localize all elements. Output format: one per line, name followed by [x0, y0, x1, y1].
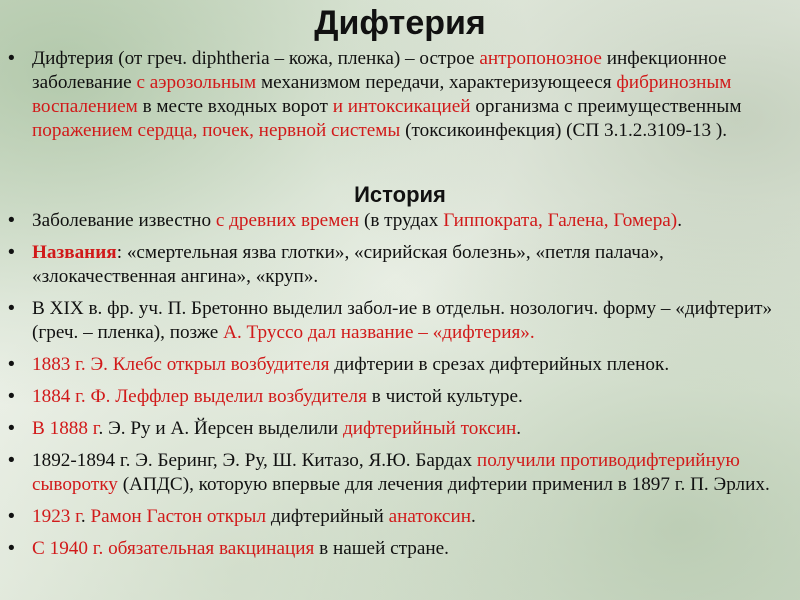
text-run: Рамон Гастон открыл: [90, 506, 267, 527]
text-run: 1883 г. Э. Клебс открыл возбудителя: [32, 354, 330, 375]
text-run: 1884 г. Ф. Леффлер выделил возбудителя: [32, 386, 367, 407]
text-run: .: [516, 418, 522, 439]
text-run: с древних времен: [215, 210, 360, 231]
history-bullet: [0, 537, 790, 561]
text-run: .: [677, 210, 682, 231]
text-run: в месте входных ворот: [137, 96, 333, 117]
history-bullet: [0, 449, 790, 497]
slide-title: Дифтерия: [314, 4, 486, 42]
text-run: Дифтерия: [32, 48, 114, 69]
text-run: механизмом передачи, характеризующееся: [256, 72, 617, 93]
history-bullet: [0, 297, 790, 345]
history-bullet: [0, 385, 790, 409]
text-run: фибринозным воспалением: [32, 72, 732, 117]
definition-list: [0, 47, 790, 143]
text-run: В 1888 г: [32, 418, 99, 439]
text-run: в чистой культуре.: [366, 386, 523, 407]
text-run: Названия: [32, 242, 117, 263]
definition-bullet: [0, 47, 790, 143]
text-run: анатоксин: [388, 506, 471, 527]
text-run: С 1940 г. обязательная вакцинация: [32, 538, 315, 559]
history-bullet: [0, 353, 790, 377]
history-bullet: [0, 241, 790, 289]
text-run: Заболевание известно: [32, 210, 216, 231]
text-run: дифтерийный токсин: [342, 418, 517, 439]
history-bullet: [0, 417, 790, 441]
text-run: инфекционное заболевание: [32, 48, 727, 93]
text-run: 1923 г: [32, 506, 81, 527]
text-run: . – пленка), позже: [73, 322, 224, 343]
text-run: .: [471, 506, 476, 527]
history-heading: История: [354, 182, 446, 207]
text-run: и интоксикацией: [332, 96, 471, 117]
text-run: (АПДС), которую впервые для лечения дифтерии применил в 1897 г. П. Эрлих.: [117, 474, 770, 495]
history-bullet: [0, 505, 790, 529]
text-run: Гиппократа, Галена, Гомера): [443, 210, 678, 231]
text-run: антропонозное: [479, 48, 602, 69]
text-run: дифтерийный: [266, 506, 389, 527]
text-run: – кожа, пленка) – острое: [269, 48, 480, 69]
text-run: (в трудах: [359, 210, 444, 231]
text-run: с аэрозольным: [136, 72, 257, 93]
text-run: 1892-1894 г. Э. Беринг, Э. Ру, Ш. Китазо, Я.Ю. Бардах: [32, 450, 477, 471]
history-list: [0, 209, 790, 569]
text-run: diphtheria: [191, 48, 270, 69]
text-run: (токсикоинфекция) (СП 3.1.2.3109-13 ).: [400, 120, 728, 141]
text-run: . Э. Ру и А. Йерсен выделили: [98, 418, 343, 439]
text-run: в нашей стране.: [314, 538, 449, 559]
text-run: поражением сердца, почек, нервной системы: [32, 120, 401, 141]
text-run: греч: [38, 322, 74, 343]
text-run: А. Труссо дал название – «дифтерия».: [223, 322, 535, 343]
text-run: (от греч.: [113, 48, 192, 69]
text-run: дифтерии в срезах дифтерийных пленок.: [329, 354, 670, 375]
text-run: организма с преимущественным: [470, 96, 742, 117]
text-run: В XIX в. фр. уч. П. Бретонно выделил забол-ие в отдельн. нозологич. форму – «дифтерит» (: [32, 298, 773, 343]
text-run: : «смертельная язва глотки», «сирийская болезнь», «петля палача», «злокачественная ангина», «круп».: [32, 242, 664, 287]
text-run: .: [80, 506, 91, 527]
history-bullet: [0, 209, 790, 233]
text-run: получили противодифтерийную сыворотку: [32, 450, 740, 495]
